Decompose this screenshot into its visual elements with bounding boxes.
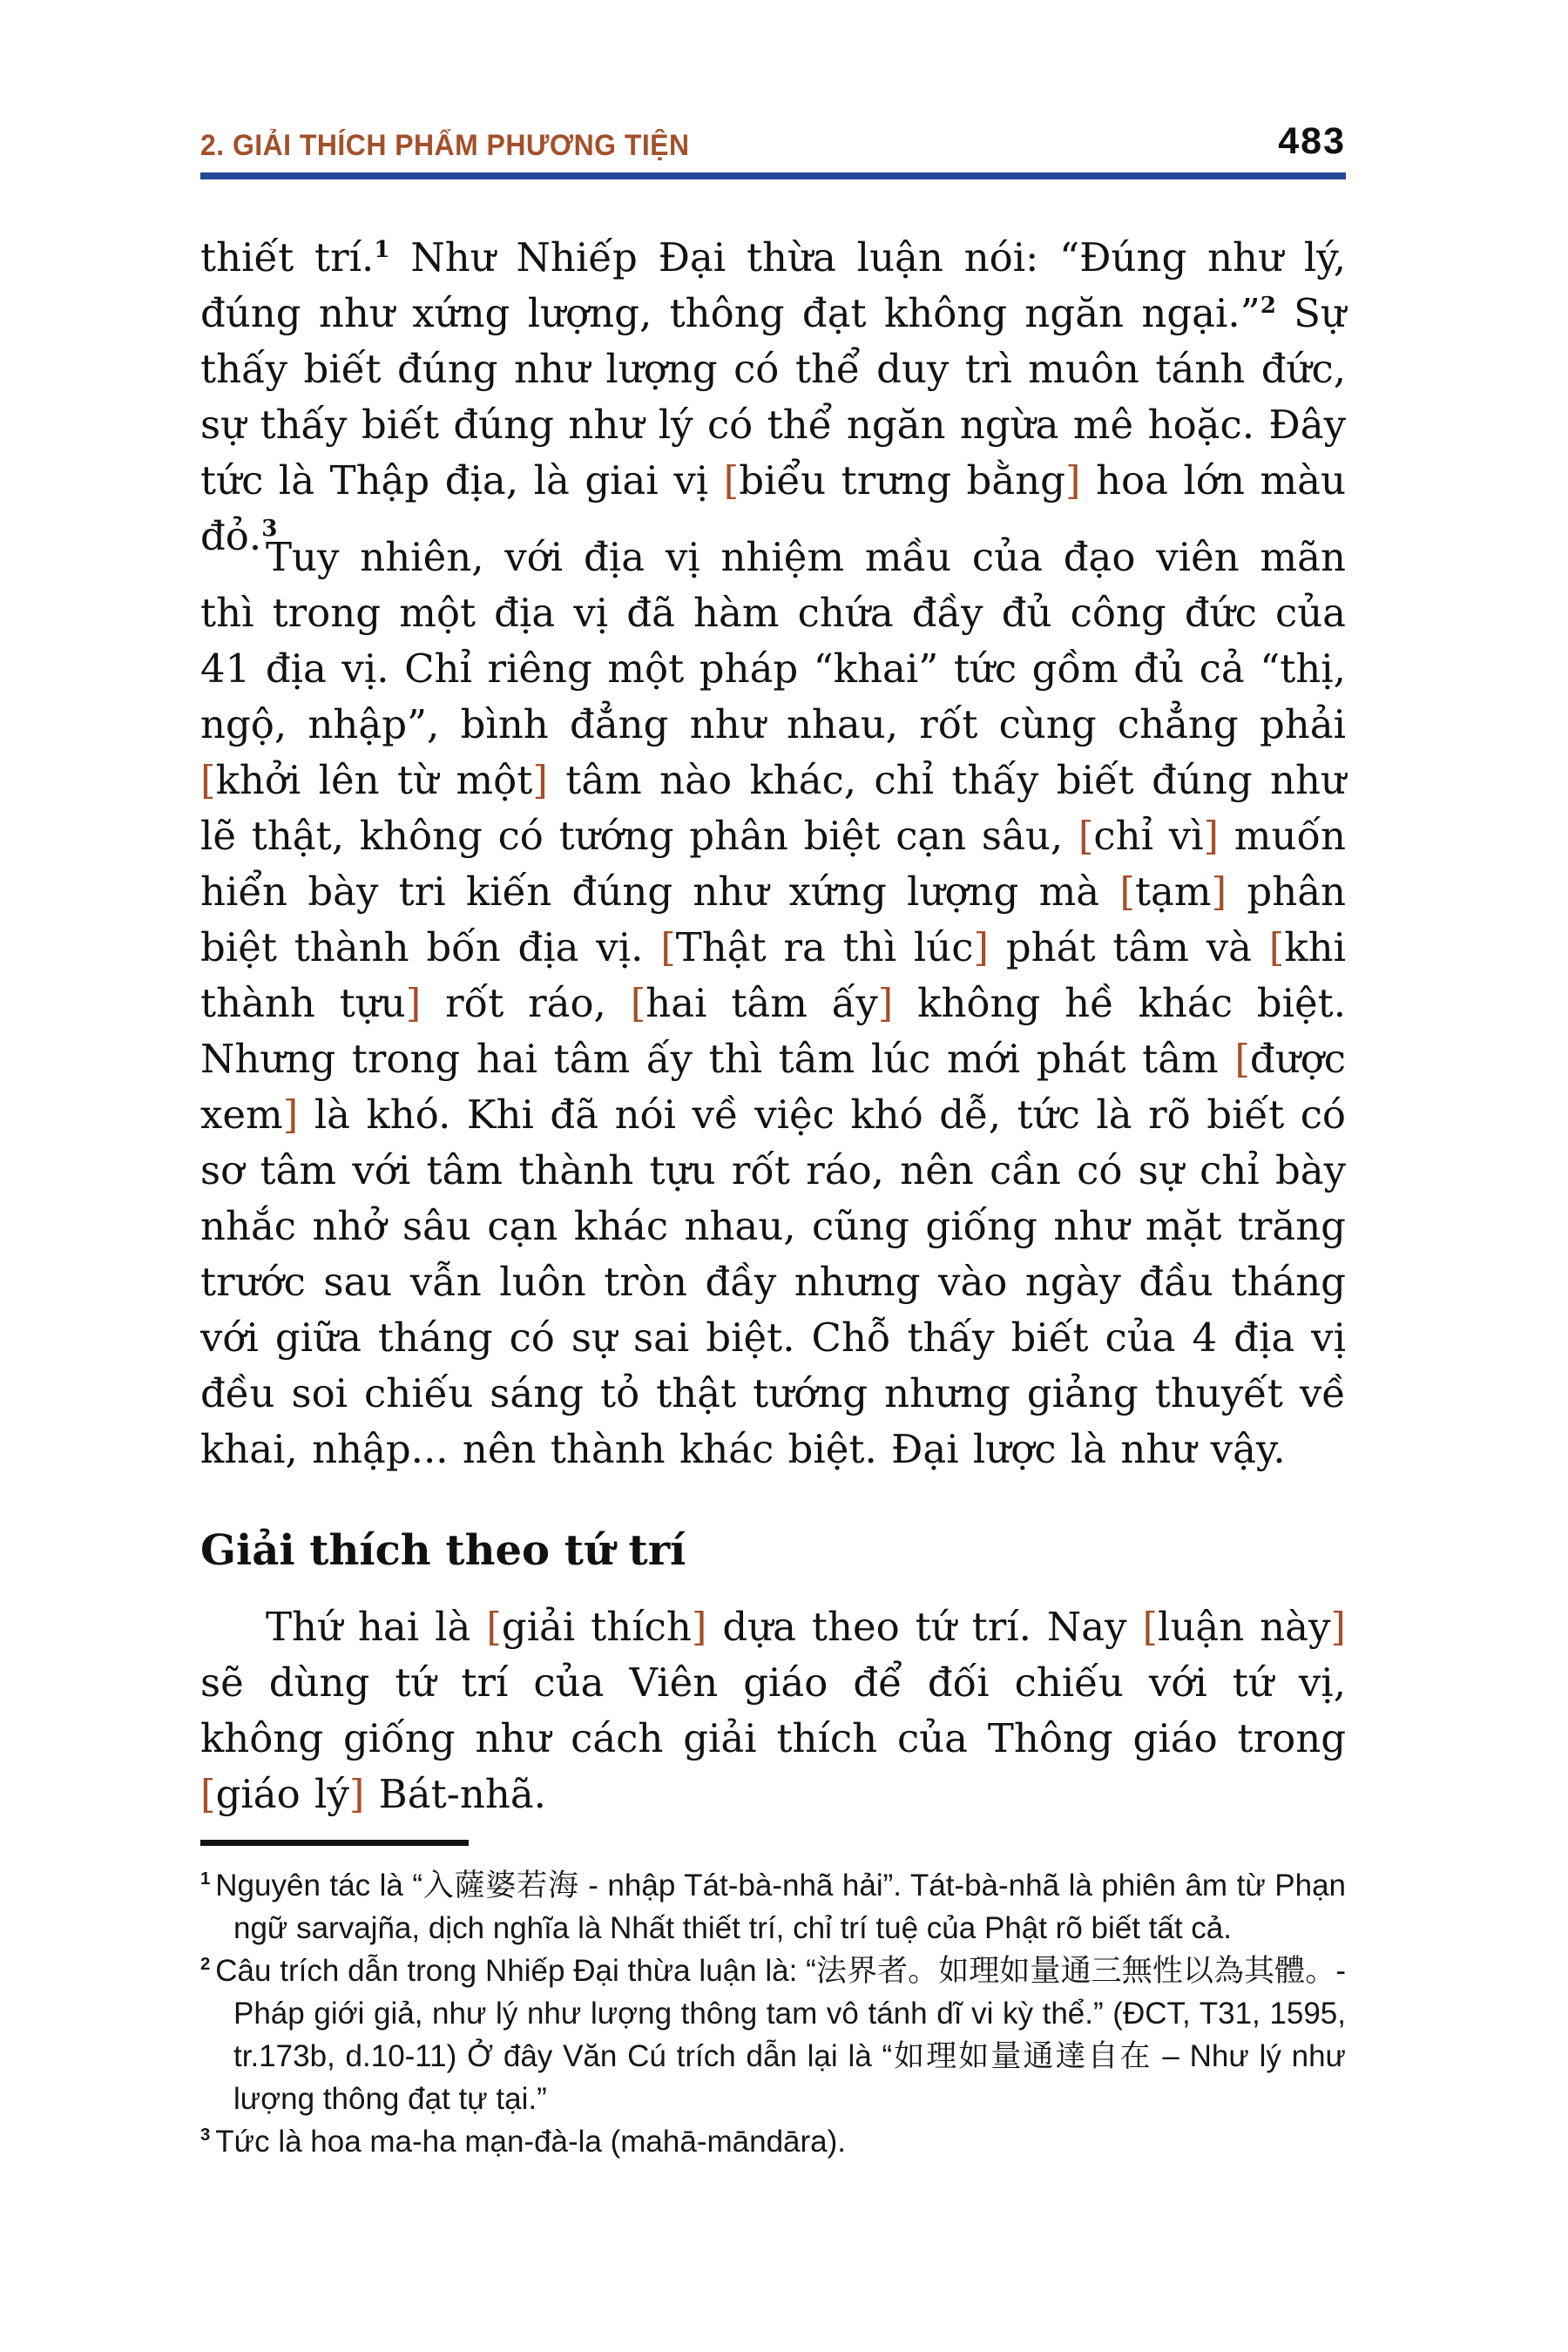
footnote-reference: 3 <box>261 515 278 542</box>
footnote-2-text: Câu trích dẫn trong Nhiếp Đại thừa luận là: “法界者。如理如量通三無性以為其體。- Pháp giới giả, như lý như lượng thông tam vô tánh dĩ vi kỳ thể.” (ĐCT, T31, 1595, tr.173b, d.10-11) Ở đây Văn Cú trích dẫn lại là “如理如量通達自在 – Như lý như lượng thông đạt tự tại.” <box>215 1954 1346 2116</box>
editorial-bracket: [ <box>200 757 216 803</box>
editorial-bracket: ] <box>282 1092 299 1138</box>
body-paragraph-2: Tuy nhiên, với địa vị nhiệm mầu của đạo viên mãn thì trong một địa vị đã hàm chứa đầy đủ công đức của 41 địa vị. Chỉ riêng một pháp “khai” tức gồm đủ cả “thị, ngộ, nhập”, bình đẳng như nhau, rốt cùng chẳng phải [khởi lên từ một] tâm nào khác, chỉ thấy biết đúng như lẽ thật, không có tướng phân biệt cạn sâu, [chỉ vì] muốn hiển bày tri kiến đúng như xứng lượng mà [tạm] phân biệt thành bốn địa vị. [Thật ra thì lúc] phát tâm và [khi thành tựu] rốt ráo, [hai tâm ấy] không hề khác biệt. Nhưng trong hai tâm ấy thì tâm lúc mới phát tâm [được xem] là khó. Khi đã nói về việc khó dễ, tức là rõ biết có sơ tâm với tâm thành tựu rốt ráo, nên cần có sự chỉ bày nhắc nhở sâu cạn khác nhau, cũng giống như mặt trăng trước sau vẫn luôn tròn đầy nhưng vào ngày đầu tháng với giữa tháng có sự sai biệt. Chỗ thấy biết của 4 địa vị đều soi chiếu sáng tỏ thật tướng nhưng giảng thuyết về khai, nhập... nên thành khác biệt. Đại lược là như vậy. <box>200 534 1347 1472</box>
header-rule <box>200 172 1346 179</box>
editorial-bracket: [ <box>1078 813 1094 859</box>
editorial-bracket: [ <box>486 1604 502 1650</box>
running-header-title: 2. GIẢI THÍCH PHẨM PHƯƠNG TIỆN <box>200 129 690 162</box>
editorial-bracket: ] <box>1330 1604 1346 1650</box>
page-number: 483 <box>1278 120 1346 162</box>
footnote-reference: 1 <box>374 236 390 263</box>
editorial-bracket: ] <box>1203 813 1220 859</box>
footnote-3-marker: 3 <box>200 2126 211 2146</box>
editorial-bracket: [ <box>1142 1604 1159 1650</box>
editorial-bracket: [ <box>200 1771 216 1817</box>
editorial-bracket: [ <box>1234 1036 1250 1082</box>
editorial-bracket: ] <box>405 980 422 1026</box>
editorial-bracket: ] <box>532 757 548 803</box>
footnotes-block <box>200 1864 1346 2163</box>
editorial-bracket: ] <box>1211 868 1227 915</box>
editorial-bracket: [ <box>630 980 646 1026</box>
editorial-bracket: [ <box>1268 924 1285 970</box>
editorial-bracket: [ <box>723 457 740 504</box>
editorial-bracket: [ <box>1119 868 1135 915</box>
footnote-2-marker: 2 <box>200 1955 211 1975</box>
footnote-2 <box>200 1950 1346 2120</box>
body-paragraph-1: thiết trí.$^1$ Như Nhiếp Đại thừa luận nói: “Đúng như lý, đúng như xứng lượng, thông đạt không ngăn ngại.”$^2$ Sự thấy biết đúng như lượng có thể duy trì muôn tánh đức, sự thấy biết đúng như lý có thể ngăn ngừa mê hoặc. Đây tức là Thập địa, là giai vị [biểu trưng bằng] hoa lớn màu đỏ.$^3$ <box>200 234 1346 559</box>
editorial-bracket: ] <box>1064 457 1081 504</box>
editorial-bracket: ] <box>973 924 990 970</box>
footnote-3 <box>200 2120 1346 2163</box>
editorial-bracket: ] <box>877 980 894 1026</box>
editorial-bracket: ] <box>691 1604 707 1650</box>
editorial-bracket: [ <box>660 924 676 970</box>
footnote-1 <box>200 1864 1346 1950</box>
page-header <box>200 120 1346 163</box>
body-paragraph-3: Thứ hai là [giải thích] dựa theo tứ trí. Nay [luận này] sẽ dùng tứ trí của Viên giáo để đối chiếu với tứ vị, không giống như cách giải thích của Thông giáo trong [giáo lý] Bát-nhã. <box>200 1604 1346 1817</box>
editorial-bracket: ] <box>348 1771 365 1817</box>
section-subheading: Giải thích theo tứ trí <box>200 1526 686 1575</box>
footnote-1-marker: 1 <box>200 1869 211 1889</box>
footnote-1-text: Nguyên tác là “入薩婆若海 - nhập Tát-bà-nhã hải”. Tát-bà-nhã là phiên âm từ Phạn ngữ sarvajña, dịch nghĩa là Nhất thiết trí, chỉ trí tuệ của Phật rõ biết tất cả. <box>215 1869 1346 1945</box>
footnote-3-text: Tức là hoa ma-ha mạn-đà-la (mahā-māndāra). <box>215 2125 847 2159</box>
footnote-separator-rule <box>200 1840 469 1846</box>
footnote-reference: 2 <box>1260 292 1276 319</box>
